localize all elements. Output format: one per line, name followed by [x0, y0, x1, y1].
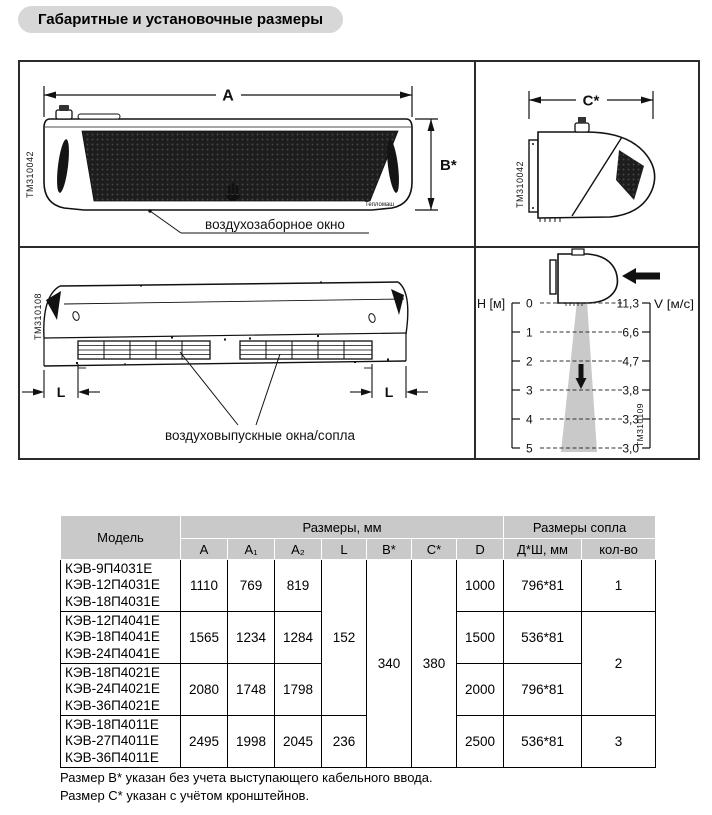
- page-title: Габаритные и установочные размеры: [18, 6, 343, 33]
- group-header-nozzle: Размеры сопла: [504, 516, 656, 539]
- svg-text:3,0: 3,0: [622, 441, 639, 456]
- unit-bottom-body: [44, 282, 408, 366]
- drawing-code: TM310108: [33, 292, 43, 340]
- col-header-d: D: [457, 539, 504, 560]
- dim-a-label: A: [222, 87, 234, 105]
- footnote-b: Размер В* указан без учета выступающего кабельного ввода.: [60, 770, 433, 785]
- side-view-cell: [476, 62, 698, 248]
- table-row: КЭВ-12П4041Е КЭВ-18П4041Е КЭВ-24П4041Е 1565 1234 1284 1500 536*81 2: [61, 612, 656, 664]
- col-header-b: B*: [367, 539, 412, 560]
- bottom-view-drawing: [20, 248, 474, 458]
- drawing-code: TM310042: [515, 160, 525, 208]
- svg-text:4: 4: [526, 412, 533, 427]
- front-view-cell: [20, 62, 476, 248]
- col-header-a2: A₂: [275, 539, 322, 560]
- svg-text:5: 5: [526, 441, 533, 456]
- dim-b-label: B*: [440, 157, 457, 174]
- front-view-drawing: [20, 62, 474, 246]
- svg-text:3: 3: [526, 383, 533, 398]
- drawings-panel: [18, 60, 700, 460]
- col-header-a: A: [181, 539, 228, 560]
- svg-text:0: 0: [526, 296, 533, 311]
- svg-text:3,8: 3,8: [622, 383, 639, 398]
- side-view-drawing: [476, 62, 696, 246]
- dim-c-label: C*: [582, 92, 600, 110]
- drawing-code: TM310109: [635, 403, 645, 447]
- h-axis-label: H [м]: [477, 297, 506, 311]
- model-cell: КЭВ-18П4011Е КЭВ-27П4011Е КЭВ-36П4011Е: [61, 716, 181, 768]
- model-cell: КЭВ-9П4031Е КЭВ-12П4031Е КЭВ-18П4031Е: [61, 560, 181, 612]
- svg-text:3,3: 3,3: [622, 412, 639, 427]
- fan-unit-icon: [550, 249, 617, 306]
- merged-l-cell: 152: [322, 560, 367, 716]
- col-header-c: C*: [412, 539, 457, 560]
- footnote-c: Размер С* указан с учётом кронштейнов.: [60, 788, 310, 803]
- svg-text:1: 1: [526, 325, 533, 340]
- h-axis: [512, 303, 520, 448]
- dim-l-left-label: L: [56, 384, 66, 400]
- merged-c-cell: 380: [412, 560, 457, 768]
- dim-b: [415, 119, 438, 210]
- col-header-count: кол-во: [582, 539, 656, 560]
- table-row: КЭВ-9П4031Е КЭВ-12П4031Е КЭВ-18П4031Е 1110 769 819 152 340 380 1000 796*81 1: [61, 560, 656, 612]
- group-header-dimensions: Размеры, мм: [181, 516, 504, 539]
- table-row: КЭВ-18П4011Е КЭВ-27П4011Е КЭВ-36П4011Е 2495 1998 2045 236 2500 536*81 3: [61, 716, 656, 768]
- outlet-label: воздуховыпускные окна/сопла: [164, 428, 356, 443]
- svg-text:6,6: 6,6: [622, 325, 639, 340]
- unit-body: [44, 105, 412, 210]
- svg-text:4,7: 4,7: [622, 354, 639, 369]
- table-row: КЭВ-18П4021Е КЭВ-24П4021Е КЭВ-36П4021Е 2080 1748 1798 2000 796*81: [61, 664, 656, 716]
- bottom-view-cell: [20, 248, 476, 458]
- inflow-arrow-icon: [622, 268, 660, 284]
- col-header-model: Модель: [61, 516, 181, 560]
- model-cell: КЭВ-12П4041Е КЭВ-18П4041Е КЭВ-24П4041Е: [61, 612, 181, 664]
- intake-label: воздухозаборное окно: [205, 217, 345, 232]
- drawing-code: TM310042: [25, 150, 35, 198]
- col-header-a1: A₁: [228, 539, 275, 560]
- teplomash-logo-icon: [226, 183, 240, 201]
- airflow-diagram: [476, 248, 696, 458]
- v-axis-label: V [м/с]: [654, 297, 694, 311]
- dim-l-right-label: L: [384, 384, 394, 400]
- model-cell: КЭВ-18П4021Е КЭВ-24П4021Е КЭВ-36П4021Е: [61, 664, 181, 716]
- h-tick-labels: [526, 297, 533, 456]
- brand-label: Тепломаш: [365, 202, 395, 208]
- svg-text:2: 2: [526, 354, 533, 369]
- unit-side-body: [529, 117, 655, 222]
- screw-dots: [76, 282, 389, 366]
- outlet-grilles: [78, 341, 372, 359]
- col-header-nozzle-size: Д*Ш, мм: [504, 539, 582, 560]
- col-header-l: L: [322, 539, 367, 560]
- airflow-diagram-cell: [476, 248, 698, 458]
- svg-text:11,3: 11,3: [616, 296, 639, 311]
- footnotes: [60, 769, 433, 805]
- dimensions-table: [60, 515, 656, 768]
- merged-count-cell: 2: [582, 612, 656, 716]
- merged-b-cell: 340: [367, 560, 412, 768]
